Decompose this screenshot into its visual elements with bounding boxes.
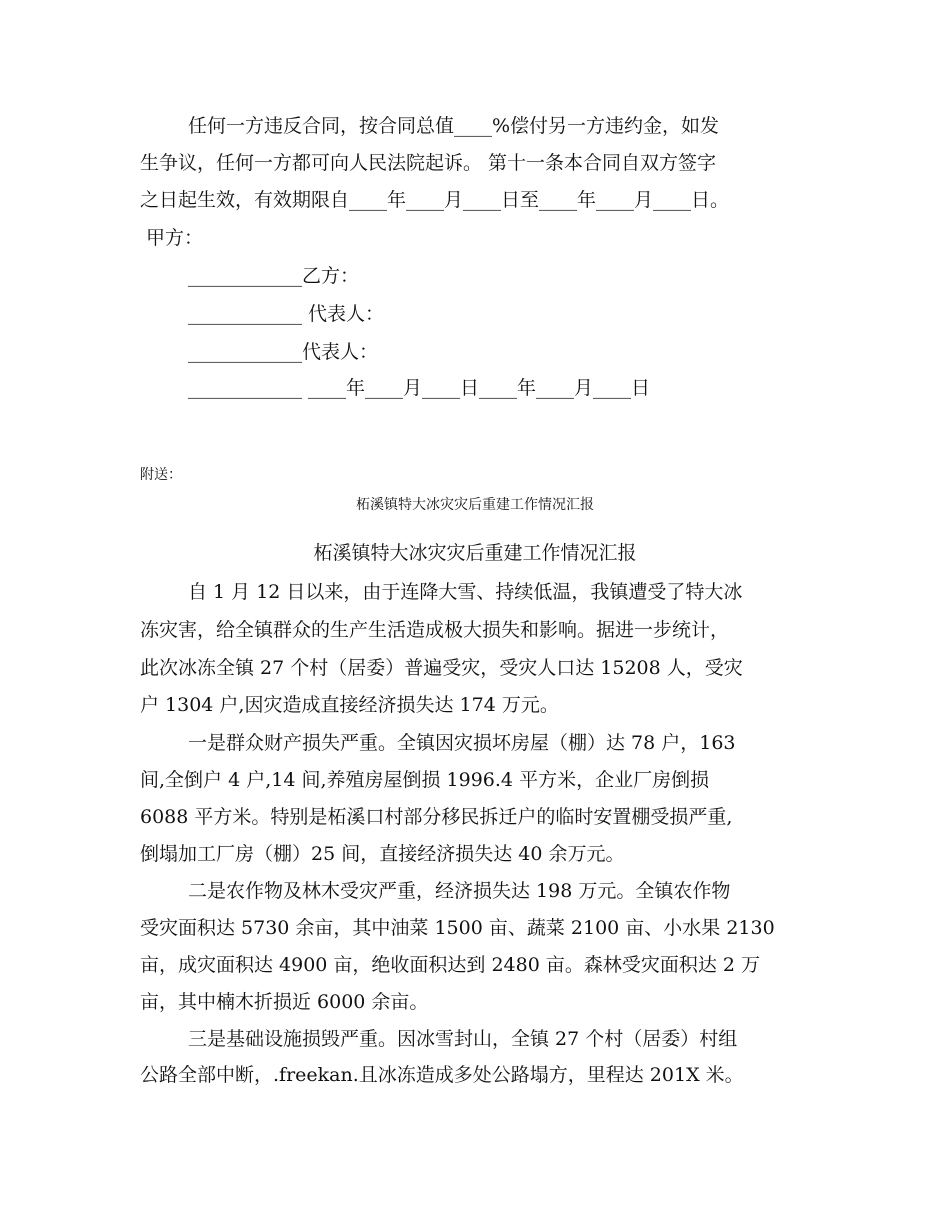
paragraph-line: 公路全部中断，.freekan.且冰冻造成多处公路塌方，里程达 201X 米。 bbox=[140, 1064, 744, 1086]
paragraph-line: 亩，成灾面积达 4900 亩，绝收面积达到 2480 亩。森林受灾面积达 2 万 bbox=[140, 954, 761, 976]
party-a-label: 甲方： bbox=[140, 227, 204, 249]
signature-line: ____________代表人： bbox=[188, 341, 379, 363]
attachment-caption: 柘溪镇特大冰灾灾后重建工作情况汇报 bbox=[356, 497, 594, 513]
paragraph-line: 自 1 月 12 日以来，由于连降大雪、持续低温，我镇遭受了特大冰 bbox=[188, 581, 743, 603]
paragraph-line: 冻灾害，给全镇群众的生产生活造成极大损失和影响。据进一步统计， bbox=[140, 619, 730, 641]
date-line: ____________ ____年____月____日____年____月____日 bbox=[188, 377, 651, 399]
paragraph-line: 户 1304 户,因灾造成直接经济损失达 174 万元。 bbox=[140, 694, 559, 716]
paragraph-line: 三是基础设施损毁严重。因冰雪封山，全镇 27 个村（居委）村组 bbox=[188, 1028, 738, 1050]
paragraph-line: 受灾面积达 5730 余亩，其中油菜 1500 亩、蔬菜 2100 亩、小水果 2130 bbox=[140, 917, 775, 939]
paragraph-line: 亩，其中楠木折损近 6000 余亩。 bbox=[140, 991, 429, 1013]
contract-line: 生争议，任何一方都可向人民法院起诉。 第十一条本合同自双方签字 bbox=[140, 152, 717, 174]
report-title: 柘溪镇特大冰灾灾后重建工作情况汇报 bbox=[313, 542, 637, 564]
signature-line: ____________乙方： bbox=[188, 265, 360, 287]
paragraph-line: 此次冰冻全镇 27 个村（居委）普遍受灾，受灾人口达 15208 人，受灾 bbox=[140, 657, 743, 679]
paragraph-line: 间,全倒户 4 户,14 间,养殖房屋倒损 1996.4 平方米，企业厂房倒损 bbox=[140, 769, 710, 791]
attachment-label: 附送： bbox=[140, 467, 182, 483]
contract-line: 之日起生效，有效期限自____年____月____日至____年____月____日。 bbox=[140, 189, 730, 211]
contract-line: 任何一方违反合同，按合同总值____%偿付另一方违约金，如发 bbox=[188, 115, 720, 137]
paragraph-line: 6088 平方米。特别是柘溪口村部分移民拆迁户的临时安置棚受损严重, bbox=[140, 806, 733, 828]
paragraph-line: 一是群众财产损失严重。全镇因灾损坏房屋（棚）达 78 户，163 bbox=[188, 732, 736, 754]
paragraph-line: 倒塌加工厂房（棚）25 间，直接经济损失达 40 余万元。 bbox=[140, 843, 625, 865]
paragraph-line: 二是农作物及林木受灾严重，经济损失达 198 万元。全镇农作物 bbox=[188, 880, 731, 902]
signature-line: ____________ 代表人： bbox=[188, 303, 385, 325]
